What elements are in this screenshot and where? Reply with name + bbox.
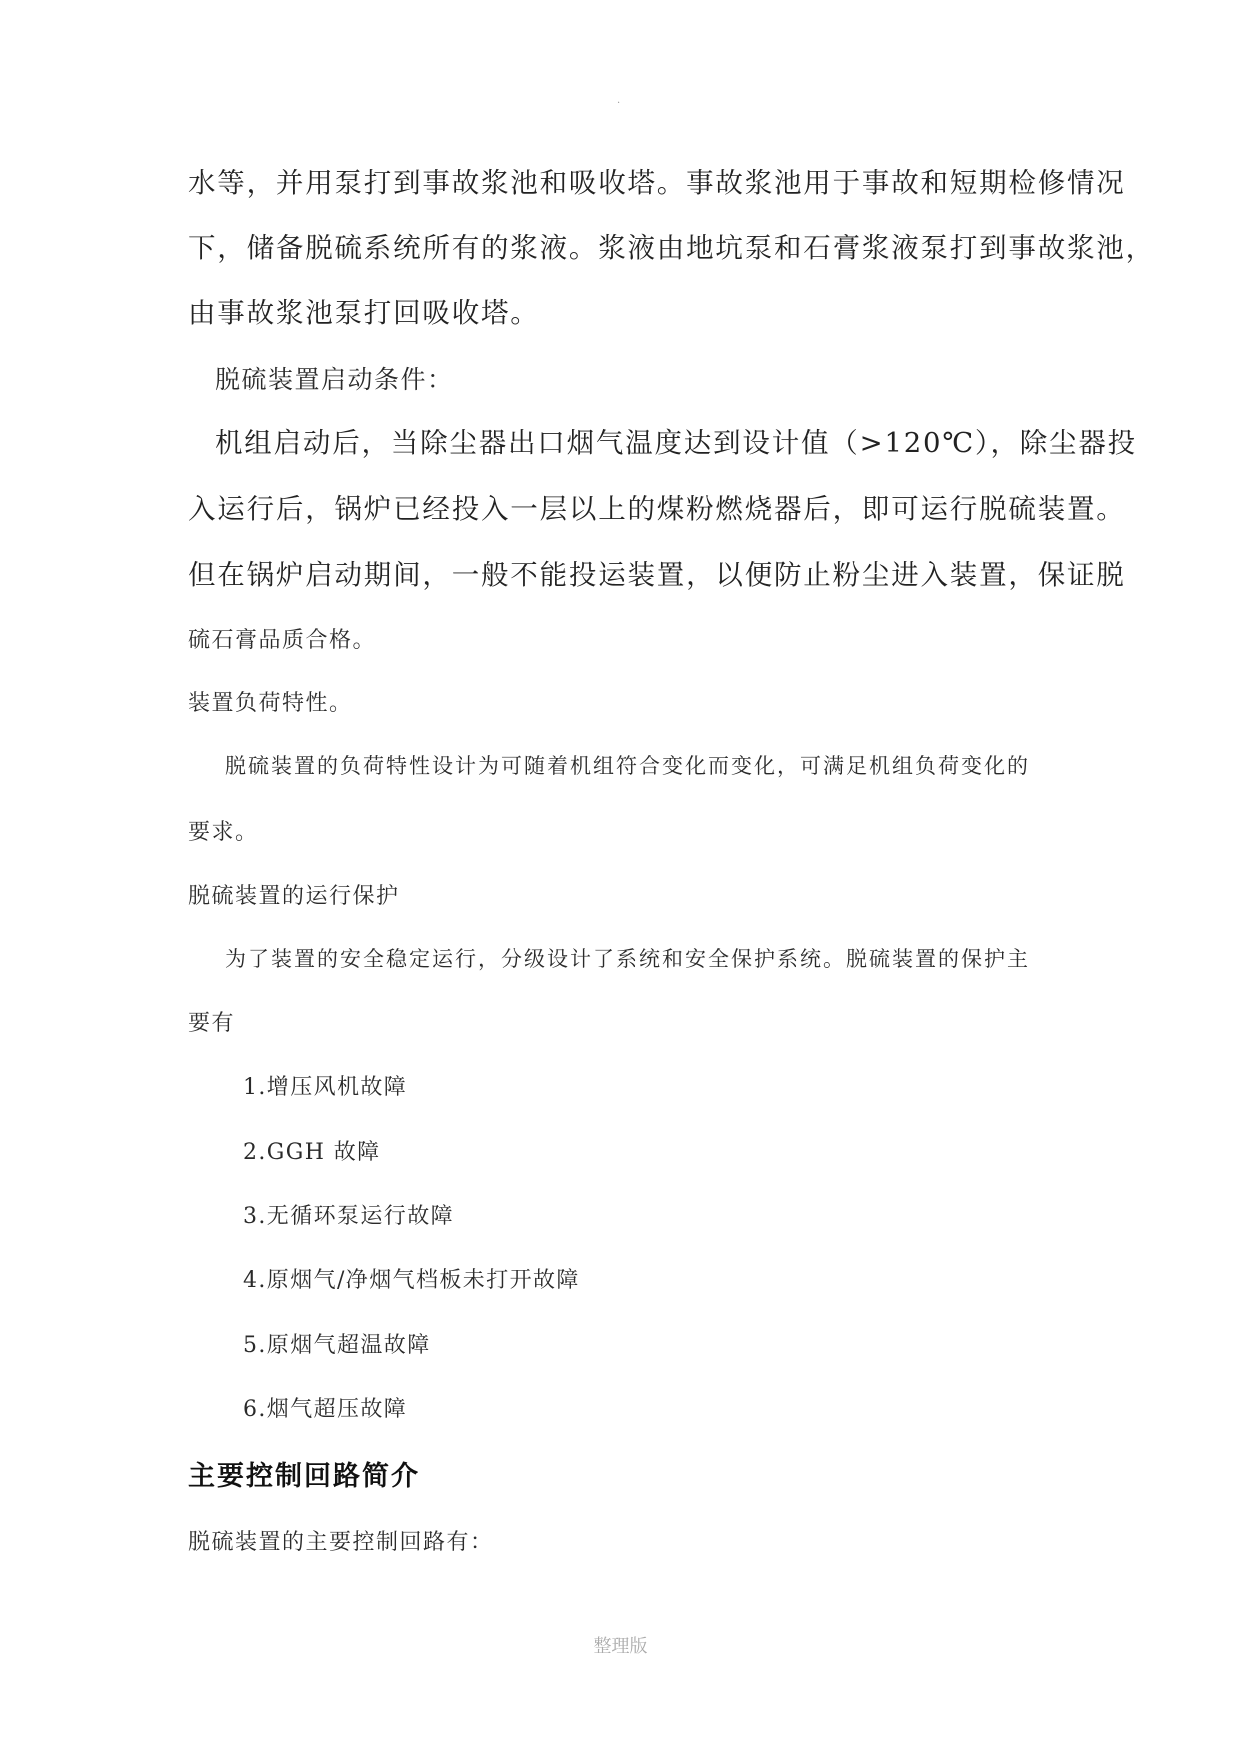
list-item: 3.无循环泵运行故障 xyxy=(243,1204,454,1229)
paragraph-line: 但在锅炉启动期间，一般不能投运装置，以便防止粉尘进入装置，保证脱 xyxy=(188,559,1126,591)
section-title-load: 装置负荷特性。 xyxy=(188,691,353,716)
paragraph-line: 脱硫装置的主要控制回路有： xyxy=(188,1530,494,1555)
section-title-protection: 脱硫装置的运行保护 xyxy=(188,884,400,909)
section-heading-control: 主要控制回路简介 xyxy=(188,1461,420,1492)
list-item: 1.增压风机故障 xyxy=(243,1075,408,1100)
footer-text: 整理版 xyxy=(593,1636,648,1657)
list-item: 4.原烟气/净烟气档板未打开故障 xyxy=(243,1268,580,1293)
paragraph-line: 水等，并用泵打到事故浆池和吸收塔。事故浆池用于事故和短期检修情况 xyxy=(188,167,1126,199)
list-item: 2.GGH 故障 xyxy=(243,1140,381,1165)
paragraph-line: 要求。 xyxy=(188,820,259,845)
paragraph-line: 为了装置的安全稳定运行，分级设计了系统和安全保护系统。脱硫装置的保护主 xyxy=(225,947,1030,971)
list-item: 5.原烟气超温故障 xyxy=(243,1333,431,1358)
paragraph-line: 由事故浆池泵打回吸收塔。 xyxy=(188,297,540,329)
section-title-startup: 脱硫装置启动条件： xyxy=(215,365,454,394)
header-mark: . xyxy=(617,95,621,106)
paragraph-line: 要有 xyxy=(188,1011,236,1036)
paragraph-line: 入运行后，锅炉已经投入一层以上的煤粉燃烧器后，即可运行脱硫装置。 xyxy=(188,493,1126,525)
paragraph-line: 机组启动后，当除尘器出口烟气温度达到设计值（>120℃），除尘器投 xyxy=(215,427,1137,459)
list-item: 6.烟气超压故障 xyxy=(243,1397,408,1422)
paragraph-line: 脱硫装置的负荷特性设计为可随着机组符合变化而变化，可满足机组负荷变化的 xyxy=(225,754,1030,778)
paragraph-line: 下，储备脱硫系统所有的浆液。浆液由地坑泵和石膏浆液泵打到事故浆池， xyxy=(188,232,1155,264)
paragraph-line: 硫石膏品质合格。 xyxy=(188,628,377,653)
